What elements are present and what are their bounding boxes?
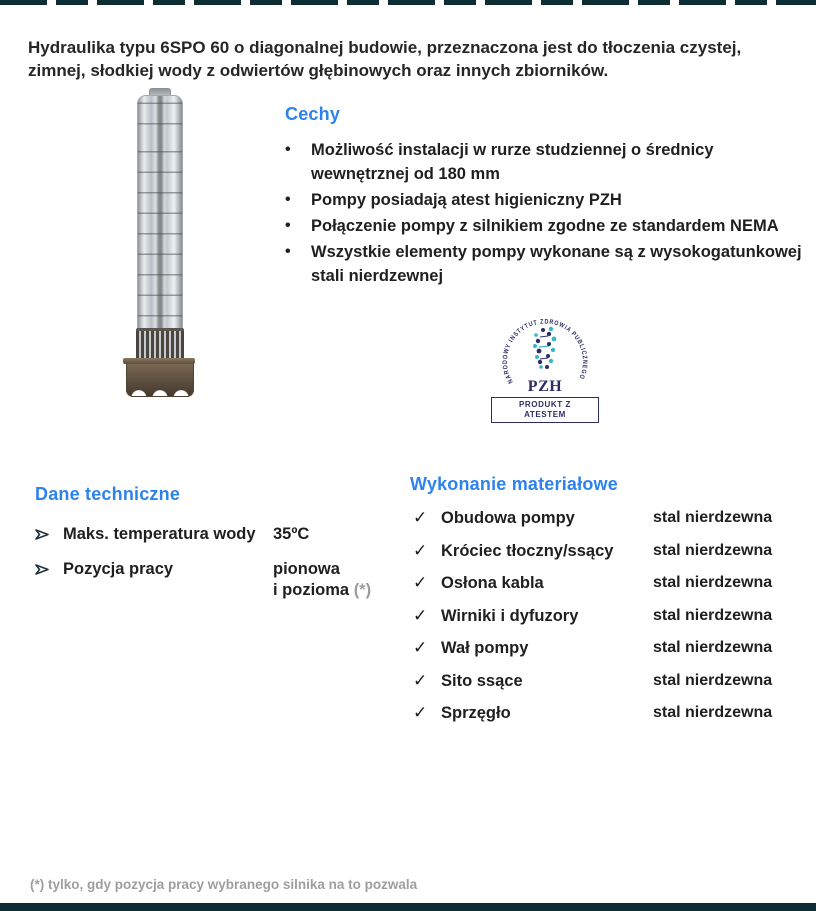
check-icon: ✓ — [413, 703, 428, 722]
material-row — [410, 606, 795, 639]
spec-label: Pozycja pracy — [63, 560, 174, 578]
features-heading: Cechy — [285, 104, 341, 124]
material-row — [410, 541, 795, 574]
material-value: stal nierdzewna — [653, 639, 773, 656]
spec-value-line2: i pozioma — [273, 581, 350, 599]
material-value: stal nierdzewna — [653, 671, 773, 689]
material-row — [410, 508, 795, 541]
bullet-icon: • — [285, 141, 291, 158]
feature-text: Połączenie pompy z silnikiem zgodne ze standardem NEMA — [311, 217, 779, 235]
material-value: stal nierdzewna — [653, 574, 773, 591]
spec-row — [35, 524, 403, 545]
pzh-badge: PRODUKT Z ATESTEM — [491, 397, 599, 423]
bullet-icon: • — [285, 243, 291, 260]
material-label: Obudowa pompy — [441, 509, 575, 527]
feature-text: Możliwość instalacji w rurze studziennej o średnicy wewnętrznej od 180 mm — [311, 141, 714, 183]
feature-text: Pompy posiadają atest higieniczny PZH — [311, 191, 622, 209]
material-row — [410, 638, 795, 671]
check-icon: ✓ — [413, 638, 428, 657]
dna-helix-icon — [533, 327, 556, 369]
material-label: Wał pompy — [441, 639, 529, 657]
check-icon: ✓ — [413, 605, 428, 625]
material-value: stal nierdzewna — [653, 704, 773, 721]
technical-data-section — [35, 484, 403, 615]
spec-value-line1: pionowa — [273, 560, 340, 578]
svg-text:NARODOWY INSTYTUT ZDROWIA PUBL — [502, 318, 588, 384]
feature-item — [285, 214, 813, 238]
check-icon: ✓ — [413, 540, 428, 560]
feature-text: Wszystkie elementy pompy wykonane są z wysokogatunkowej stali nierdzewnej — [311, 243, 802, 285]
pzh-wordmark: PZH — [527, 378, 563, 395]
material-label: Sito ssące — [441, 671, 523, 690]
material-rows — [410, 508, 795, 736]
pzh-certificate-logo — [491, 315, 599, 423]
features-section — [285, 104, 813, 290]
check-icon: ✓ — [413, 508, 428, 527]
material-label: Króciec tłoczny/ssący — [441, 541, 614, 560]
arrow-bullet-icon — [35, 559, 63, 580]
feature-item — [285, 240, 813, 288]
material-value: stal nierdzewna — [653, 541, 773, 559]
spec-value — [273, 559, 371, 601]
feature-item — [285, 138, 813, 186]
footnote: (*) tylko, gdy pozycja pracy wybranego silnika na to pozwala — [30, 877, 418, 892]
material-label: Sprzęgło — [441, 704, 511, 722]
check-icon: ✓ — [413, 573, 428, 592]
features-list — [285, 138, 813, 288]
bottom-cropped-band — [0, 903, 816, 911]
arrow-bullet-icon — [35, 524, 63, 545]
material-label: Wirniki i dyfuzory — [441, 606, 579, 625]
material-row — [410, 703, 795, 736]
spec-value-note: (*) — [353, 581, 372, 599]
spec-rows — [35, 524, 403, 601]
material-label: Osłona kabla — [441, 574, 544, 592]
pzh-ring-text: NARODOWY INSTYTUT ZDROWIA PUBLICZNEGO — [501, 318, 589, 385]
feature-item — [285, 188, 813, 212]
bullet-icon: • — [285, 217, 291, 234]
pump-stainless-body — [137, 95, 183, 330]
material-row — [410, 573, 795, 606]
technical-heading: Dane techniczne — [35, 484, 181, 504]
pzh-logo-icon — [491, 315, 599, 401]
spec-label: Maks. temperatura wody — [63, 525, 256, 543]
pump-coupling-base — [126, 361, 194, 397]
intro-paragraph: Hydraulika typu 6SPO 60 o diagonalnej budowie, przeznaczona jest do tłoczenia czystej, zimnej, słodkiej wody z odwiertów głębinowych oraz innych zbiorników. — [28, 38, 742, 80]
material-row — [410, 671, 795, 704]
top-cropped-band — [0, 0, 816, 5]
check-icon: ✓ — [413, 670, 428, 690]
spec-row — [35, 559, 403, 601]
materials-section — [410, 474, 795, 736]
materials-heading: Wykonanie materiałowe — [410, 474, 618, 494]
pump-photo — [100, 88, 220, 395]
material-value: stal nierdzewna — [653, 606, 773, 624]
material-value: stal nierdzewna — [653, 509, 773, 526]
spec-value: 35ºC — [273, 525, 310, 543]
bullet-icon: • — [285, 191, 291, 208]
